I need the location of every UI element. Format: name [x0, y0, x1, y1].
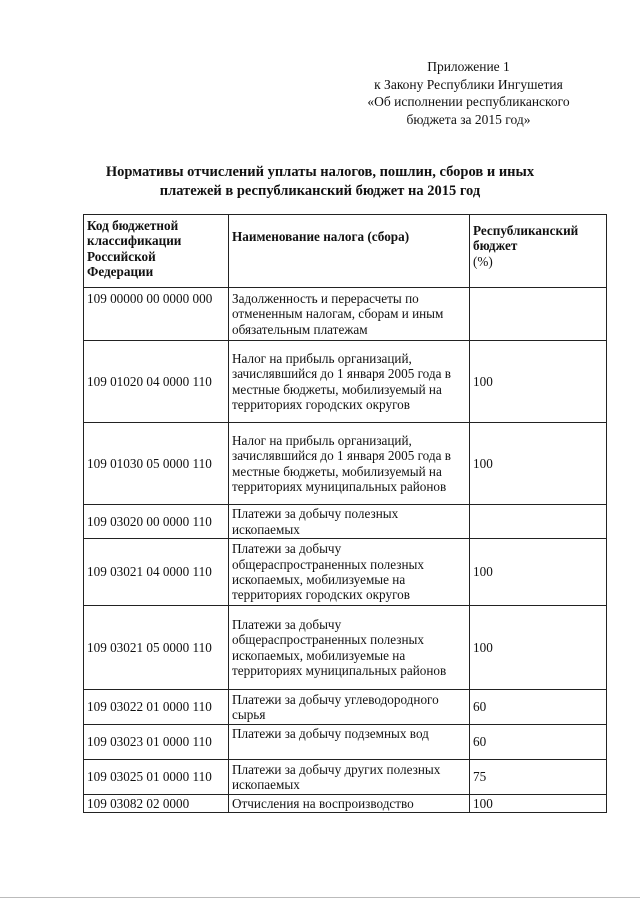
- cell-pct: 100: [470, 606, 607, 690]
- cell-pct: 100: [470, 423, 607, 505]
- table-row: [84, 341, 607, 423]
- cell-code: 109 01020 04 0000 110: [84, 341, 229, 423]
- cell-name: Платежи за добычу полезных ископаемых: [229, 505, 470, 539]
- norms-table: [83, 214, 607, 813]
- table-row: [84, 725, 607, 760]
- cell-pct: 100: [470, 341, 607, 423]
- cell-code: 109 03020 00 0000 110: [84, 505, 229, 539]
- table-row: [84, 795, 607, 813]
- title-line: Нормативы отчислений уплаты налогов, пошлин, сборов и иных: [105, 164, 535, 180]
- cell-pct: 100: [470, 539, 607, 606]
- cell-code: 109 01030 05 0000 110: [84, 423, 229, 505]
- cell-pct: [470, 505, 607, 539]
- table-row: [84, 288, 607, 341]
- cell-name: Платежи за добычу общераспространенных полезных ископаемых, мобилизуемые на территориях муниципальных районов: [229, 606, 470, 690]
- cell-code: 109 03021 04 0000 110: [84, 539, 229, 606]
- table-row: [84, 505, 607, 539]
- cell-name: Платежи за добычу подземных вод: [229, 725, 470, 760]
- cell-name: Платежи за добычу углеводородного сырья: [229, 690, 470, 725]
- cell-pct: 75: [470, 760, 607, 795]
- appendix-line: к Закону Республики Ингушетия: [374, 76, 563, 92]
- document-title: [95, 163, 545, 200]
- cell-name: Налог на прибыль организаций, зачислявшийся до 1 января 2005 года в местные бюджеты, мобилизуемый на территориях муниципальных районов: [229, 423, 470, 505]
- cell-name: Налог на прибыль организаций, зачислявшийся до 1 января 2005 года в местные бюджеты, мобилизуемый на территориях городских округов: [229, 341, 470, 423]
- cell-name: Задолженность и перерасчеты по отмененным налогам, сборам и иным обязательным платежам: [229, 288, 470, 341]
- header-name: Наименование налога (сбора): [229, 215, 470, 288]
- table-row: [84, 606, 607, 690]
- table-row: [84, 690, 607, 725]
- cell-pct: 60: [470, 725, 607, 760]
- cell-name: Платежи за добычу других полезных ископаемых: [229, 760, 470, 795]
- table-row: [84, 760, 607, 795]
- table-row: [84, 539, 607, 606]
- appendix-header: [336, 58, 601, 128]
- cell-name: Отчисления на воспроизводство: [229, 795, 470, 813]
- cell-code: 109 00000 00 0000 000: [84, 288, 229, 341]
- cell-pct: 60: [470, 690, 607, 725]
- cell-code: 109 03023 01 0000 110: [84, 725, 229, 760]
- cell-code: 109 03022 01 0000 110: [84, 690, 229, 725]
- header-pct: [470, 215, 607, 288]
- header-code: Код бюджетной классификации Российской Федерации: [84, 215, 229, 288]
- header-pct-label: Республиканский бюджет: [473, 223, 579, 254]
- cell-code: 109 03082 02 0000: [84, 795, 229, 813]
- page-bottom-edge: [0, 897, 640, 898]
- table-header-row: [84, 215, 607, 288]
- cell-name: Платежи за добычу общераспространенных полезных ископаемых, мобилизуемые на территориях городских округов: [229, 539, 470, 606]
- cell-code: 109 03021 05 0000 110: [84, 606, 229, 690]
- cell-pct: [470, 288, 607, 341]
- cell-pct: 100: [470, 795, 607, 813]
- appendix-line: «Об исполнении республиканского: [367, 94, 570, 109]
- header-pct-unit: (%): [473, 253, 493, 269]
- title-line: платежей в республиканский бюджет на 2015 год: [159, 182, 481, 199]
- table-row: [84, 423, 607, 505]
- appendix-line: бюджета за 2015 год»: [406, 111, 531, 127]
- appendix-line: Приложение 1: [427, 59, 510, 74]
- cell-code: 109 03025 01 0000 110: [84, 760, 229, 795]
